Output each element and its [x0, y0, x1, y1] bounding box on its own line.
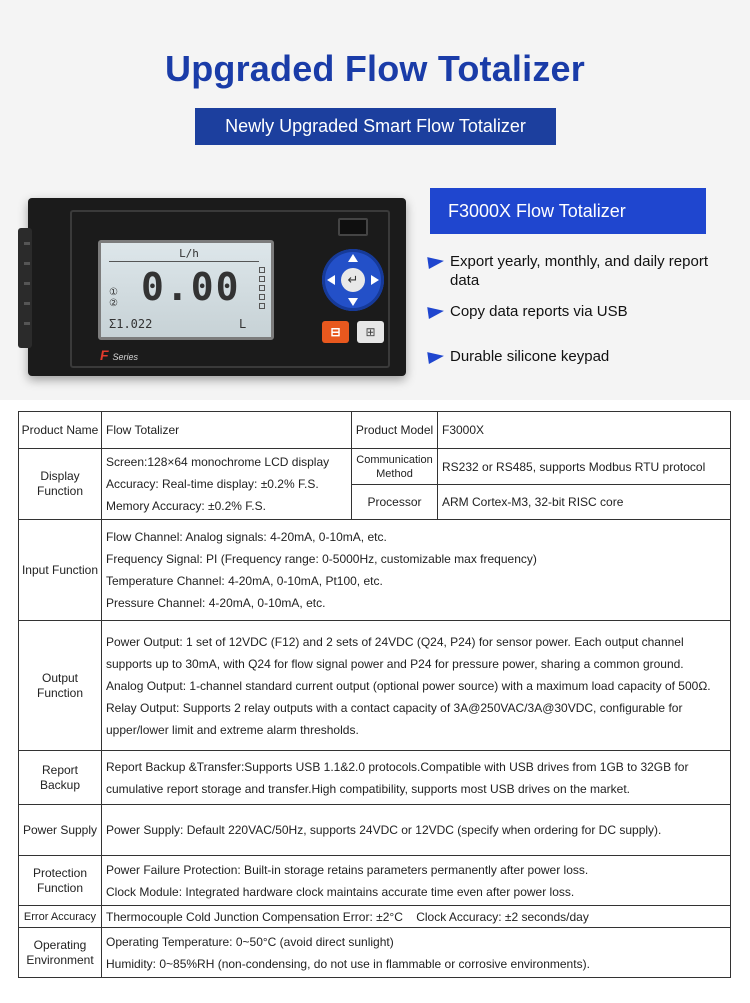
feature-item: Copy data reports via USB — [428, 302, 708, 322]
lcd-status-boxes — [259, 267, 265, 312]
lcd-channel-marks: ① ② — [109, 287, 118, 309]
right-arrow-icon — [371, 275, 379, 285]
feature-item: Export yearly, monthly, and daily report data — [428, 252, 708, 292]
table-row — [19, 449, 731, 485]
usb-port — [338, 218, 368, 236]
lcd-total: Σ1.022 — [109, 317, 153, 331]
arrow-bullet-icon — [427, 255, 445, 269]
table-row — [19, 412, 731, 449]
protection-function-value: Power Failure Protection: Built-in storage retains parameters permanently after power loss. Clock Module: Integrated hardware clock maintains accurate time even after power loss. — [102, 856, 731, 906]
table-row — [19, 856, 731, 906]
down-arrow-icon — [348, 298, 358, 306]
product-model-label: Product Model — [352, 412, 438, 449]
arrow-bullet-icon — [427, 305, 445, 319]
table-row — [19, 906, 731, 928]
menu-key-icon: ⊞ — [357, 321, 384, 343]
error-accuracy-label: Error Accuracy — [19, 906, 102, 928]
arrow-bullet-icon — [427, 350, 445, 364]
device-side-vents — [18, 228, 32, 348]
display-function-label: Display Function — [19, 449, 102, 520]
function-key-icon: ⊟ — [322, 321, 349, 343]
table-row — [19, 520, 731, 621]
operating-environment-label: Operating Environment — [19, 928, 102, 978]
table-row — [19, 805, 731, 856]
lcd-flow-value: 0.00 — [141, 265, 241, 309]
processor-value: ARM Cortex-M3, 32-bit RISC core — [438, 485, 731, 520]
left-arrow-icon — [327, 275, 335, 285]
output-function-label: Output Function — [19, 621, 102, 751]
power-supply-label: Power Supply — [19, 805, 102, 856]
table-row — [19, 751, 731, 805]
up-arrow-icon — [348, 254, 358, 262]
communication-value: RS232 or RS485, supports Modbus RTU protocol — [438, 449, 731, 485]
report-backup-value: Report Backup &Transfer:Supports USB 1.1&2.0 protocols.Compatible with USB drives from 1GB to 32GB for cumulative report storage and transfer.High compatibility, supports most USB drives on the market. — [102, 751, 731, 805]
product-name-label: Product Name — [19, 412, 102, 449]
protection-function-label: Protection Function — [19, 856, 102, 906]
lcd-unit: L/h — [179, 247, 199, 260]
error-accuracy-value: Thermocouple Cold Junction Compensation Error: ±2°C Clock Accuracy: ±2 seconds/day — [102, 906, 731, 928]
processor-label: Processor — [352, 485, 438, 520]
brand-logo: F Series — [100, 347, 138, 363]
lcd-divider — [109, 261, 259, 262]
enter-key-icon: ↵ — [341, 268, 365, 292]
input-function-label: Input Function — [19, 520, 102, 621]
dpad-keypad — [322, 249, 384, 311]
display-function-value: Screen:128×64 monochrome LCD display Accuracy: Real-time display: ±0.2% F.S. Memory Accuracy: ±0.2% F.S. — [102, 449, 352, 520]
operating-environment-value: Operating Temperature: 0~50°C (avoid direct sunlight) Humidity: 0~85%RH (non-condensing, do not use in flammable or corrosive environments). — [102, 928, 731, 978]
input-function-value: Flow Channel: Analog signals: 4-20mA, 0-10mA, etc. Frequency Signal: PI (Frequency range: 0-5000Hz, customizable max frequency) Temperature Channel: 4-20mA, 0-10mA, Pt100, etc. Pressure Channel: 4-20mA, 0-10mA, etc. — [102, 520, 731, 621]
spec-table — [18, 411, 731, 978]
subtitle-banner: Newly Upgraded Smart Flow Totalizer — [195, 108, 556, 145]
feature-item: Durable silicone keypad — [428, 347, 708, 367]
product-model-value: F3000X — [438, 412, 731, 449]
model-label: F3000X Flow Totalizer — [430, 188, 706, 234]
table-row — [19, 928, 731, 978]
lcd-screen — [98, 240, 274, 340]
output-function-value: Power Output: 1 set of 12VDC (F12) and 2 sets of 24VDC (Q24, P24) for sensor power. Each output channel supports up to 30mA, with Q24 for flow signal power and P24 for pressure power, sharing a common ground. Analog Output: 1-channel standard current output (optional power source) with a maximum load capacity of 500Ω. Relay Output: Supports 2 relay outputs with a contact capacity of 3A@250VAC/3A@30VDC, configurable for upper/lower limit and extreme alarm thresholds. — [102, 621, 731, 751]
table-row — [19, 621, 731, 751]
communication-label: Communication Method — [352, 449, 438, 485]
power-supply-value: Power Supply: Default 220VAC/50Hz, supports 24VDC or 12VDC (specify when ordering for DC supply). — [102, 805, 731, 856]
product-name-value: Flow Totalizer — [102, 412, 352, 449]
lcd-total-unit: L — [239, 317, 247, 331]
report-backup-label: Report Backup — [19, 751, 102, 805]
page-title: Upgraded Flow Totalizer — [165, 48, 585, 89]
